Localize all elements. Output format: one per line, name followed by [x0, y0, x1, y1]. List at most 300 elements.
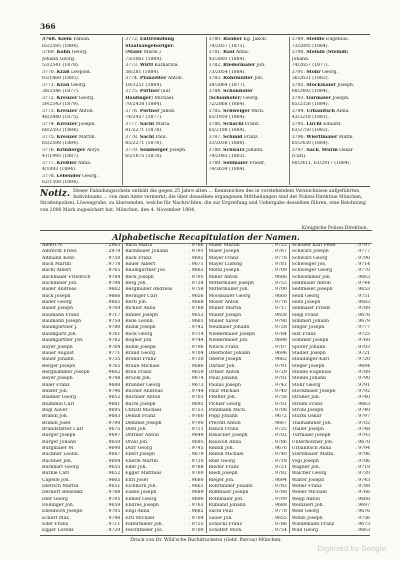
index-name: Brand Georg	[125, 350, 156, 356]
entry-line: 65/2595 (1884).	[42, 43, 80, 49]
index-number: . 9676	[355, 509, 370, 515]
index-number: . 9709	[272, 496, 287, 502]
index-name: Schachl Franz	[208, 522, 242, 528]
index-number: . 9790	[188, 420, 204, 426]
index-number: . 9672	[272, 414, 287, 420]
index-name: Bachmeier Joh.	[42, 281, 78, 287]
index-number: . 9748	[105, 376, 121, 382]
index-name: Strobl Joseph	[291, 407, 324, 413]
index-number: . 9676	[272, 446, 287, 451]
index-number: . 9777	[355, 325, 370, 331]
index-name: Binder Joseph	[125, 312, 158, 318]
index-name: Rothmaier Joh.	[208, 496, 244, 502]
index-number: . 9680	[188, 477, 204, 483]
index-number: . 9663	[355, 401, 370, 407]
entry-line: 43/3218 (1881).	[291, 115, 330, 120]
entry-line: 68/2593 (1884).	[42, 128, 80, 133]
index-name: Brückl Joh.	[125, 376, 152, 382]
index-name: Ehrl Josef	[125, 477, 149, 483]
index-name: Sixt Franz	[291, 331, 316, 337]
index-number: . 9729	[105, 528, 121, 533]
index-number: . 9796	[105, 388, 121, 394]
index-number: . 9697	[355, 503, 370, 509]
index-number: . 9665	[188, 319, 204, 325]
entry-line: 38/281 (1884).	[125, 69, 160, 75]
index-name: Bauer August	[42, 350, 74, 356]
index-number: . 9760	[188, 414, 204, 420]
index-number: . 9649	[188, 433, 204, 439]
index-number: . 9673	[355, 522, 370, 528]
entry-column-1	[40, 37, 123, 185]
index-name: Reiß Georg	[208, 458, 235, 464]
fugitive-list	[40, 37, 372, 185]
index-number: . 9697	[105, 433, 121, 439]
entry-line: 3774. Kreuzer Joseph.	[42, 121, 96, 127]
entry-line: 3790. Steinbl (Steindl)	[291, 50, 349, 55]
index-number: . 9758	[272, 395, 287, 401]
index-name: Steger Joseph	[291, 363, 325, 369]
index-name: Ellmer Georg	[125, 496, 157, 502]
index-number: . 9721	[272, 465, 287, 471]
index-number: . 9788	[188, 465, 204, 471]
index-name: Mayer Ludwig	[208, 262, 243, 268]
index-number: . 9679	[355, 319, 370, 325]
watermark: Digitized by Google	[317, 545, 386, 553]
index-number: . 9782	[272, 471, 287, 477]
index-number: . 9791	[272, 363, 287, 369]
index-name: Bichler Anna	[125, 306, 156, 312]
index-number: . 9795	[105, 496, 121, 502]
index-name: Pfeiffer Joh.	[208, 395, 237, 401]
page-number: 366	[40, 22, 56, 31]
index-number: . 9700	[272, 287, 287, 293]
index-number: . 9753	[272, 281, 287, 287]
index-number: . 9722	[272, 243, 287, 248]
entry-line: 3780. Rauber Kg. Jakob.	[208, 37, 268, 42]
index-name: Capelle Joh.	[42, 477, 71, 483]
index-name: Egger Lorenz	[42, 528, 74, 533]
entry-line: 3779. Semberger Joseph.	[125, 147, 187, 153]
entry-line: 3776. Krinberger Aloys.	[42, 147, 101, 153]
index-number: . 9652	[105, 395, 121, 401]
index-number: . 9683	[105, 414, 121, 420]
index-number: . 9756	[355, 515, 370, 521]
entry-line: 3781. Rasl Anna.	[208, 50, 250, 55]
index-number: . 9704	[105, 306, 121, 312]
index-name: Reindl Joh.	[208, 446, 235, 451]
index-number: . 2963	[105, 243, 121, 248]
alphabetical-index	[40, 243, 372, 533]
index-number: . 9797	[355, 414, 370, 420]
index-name: Deckert Benedikt	[42, 490, 83, 496]
index-number: . 9674	[188, 376, 204, 382]
entry-line: Johann.	[291, 56, 310, 62]
index-number: . 9735	[272, 426, 287, 432]
index-name: Unterholzner Joh.	[291, 439, 334, 445]
index-number: . 9688	[272, 503, 287, 509]
index-number: . 9780	[105, 325, 121, 331]
index-name: Pauli Johann	[208, 376, 238, 382]
entry-line: 65/2358 (1884).	[291, 102, 330, 107]
index-number: . 9778	[272, 255, 287, 261]
index-name: Mayer Franz	[208, 255, 239, 261]
index-name: Beringer Carl	[125, 293, 158, 299]
index-number: . 9765	[105, 363, 121, 369]
index-number: . 9663	[355, 274, 370, 280]
index-name: Bertl Joh.	[125, 300, 148, 306]
entry-line: 3787. Schmid Franz.	[208, 134, 259, 140]
entry-line: 4/1893 (1884).	[42, 167, 77, 172]
index-name: Eberl Joseph	[125, 452, 155, 458]
index-number: . 9686	[272, 274, 287, 280]
index-number: . 9653	[188, 312, 204, 318]
index-name: Breu Franz	[125, 369, 152, 375]
entry-line: 62/1508 (1884).	[42, 180, 80, 185]
index-number: . 9708	[272, 407, 287, 413]
index-name: Mittermüller Joh.	[208, 287, 249, 293]
entry-line: 72/2868 (1884).	[208, 102, 246, 107]
index-number: . 9671	[188, 262, 204, 268]
index-name: Bachl Albert	[42, 268, 72, 274]
index-number: . 9721	[355, 350, 370, 356]
entry-line: 3772. Entfremdung	[125, 37, 175, 42]
index-name: Bader Andreas	[42, 287, 77, 293]
index-name: Buchner Leonh.	[42, 452, 80, 458]
index-number: . 9673	[188, 382, 204, 388]
index-name: Eichhorn Joh.	[125, 484, 157, 490]
index-column-2	[123, 243, 206, 533]
entry-line: 46/2440 (1875).	[42, 115, 80, 120]
index-name: Demmel Joseph	[125, 420, 162, 426]
index-number: . 9793	[355, 433, 370, 439]
index-name: Eder Franz	[42, 522, 69, 528]
index-number: . 9702	[355, 420, 370, 426]
index-name: Baumgartner J.	[42, 325, 78, 331]
index-name: Eberle Martin	[125, 458, 159, 464]
entry-line: 70/2438 (1884).	[125, 102, 163, 107]
index-name: Dietl Joh.	[125, 426, 147, 432]
index-name: Baumann Joseph	[42, 319, 82, 325]
index-name: Niedermeier Joh.	[208, 338, 249, 344]
index-number: . 9705	[105, 509, 121, 515]
entry-line: 53/2541 (1878).	[42, 63, 80, 68]
entry-line: 18/3251 (1884).	[125, 82, 163, 88]
index-number: . 9659	[188, 369, 204, 375]
index-name: Sturm Oskar	[291, 414, 322, 420]
index-number: . 9777	[355, 249, 370, 255]
index-name: Albrecht Fried.	[42, 249, 78, 255]
entry-line: 41/1995 (1887).	[42, 154, 80, 159]
index-name: Bach Martin	[42, 262, 72, 268]
entry-line: 3789. Sellmaier Friedr.	[208, 160, 265, 166]
index-number: . 9786	[272, 522, 287, 528]
index-name: Buchner Joh.	[42, 458, 73, 464]
index-name: Schwarz Joseph	[291, 249, 329, 255]
printer-footer: Druck von Dr. Wild'sche Buchdruckerei (Gebr. Parcus) München.	[130, 538, 282, 543]
entry-line: 3775. Kreuzer Martin.	[42, 134, 97, 140]
index-column-1	[40, 243, 123, 533]
index-number: . 9776	[272, 300, 287, 306]
entry-line: 81/2271 (1878).	[125, 128, 163, 133]
index-name: Blaimer Georg	[42, 395, 77, 401]
index-number: . 9740	[355, 407, 370, 413]
index-number: . 9675	[105, 426, 121, 432]
index-name: Oberhofer Johann	[208, 350, 251, 356]
index-name: Stöhr Georg	[291, 382, 321, 388]
index-number: . 2979	[105, 249, 121, 255]
index-name: Blank Joseph	[125, 325, 156, 331]
index-number: . 9742	[272, 382, 287, 388]
index-name: Schäffer Mich.	[208, 528, 243, 533]
index-name: Mittermaier Joseph	[208, 281, 254, 287]
index-name: Berger Joseph	[42, 363, 76, 369]
index-name: Simmerl Johann	[291, 319, 330, 325]
index-name: Bauer Johann	[42, 357, 74, 363]
entry-line: 3777. Sachl Maria.	[125, 121, 171, 127]
entry-line: 3770. Kräß Leopold.	[42, 69, 92, 75]
entry-line: 74/2457 (1877).	[125, 115, 163, 120]
index-name: Ertl Michael	[125, 515, 155, 521]
entry-column-2	[123, 37, 206, 185]
entry-line: 65/1959 (1884).	[208, 115, 246, 120]
index-name: Bock Georg	[125, 331, 153, 337]
index-number: . 9778	[105, 262, 121, 268]
index-name: Niedermaier Joseph	[208, 331, 256, 337]
index-number: . 9735	[105, 357, 121, 363]
index-name: Weber Michael	[291, 490, 327, 496]
entry-line: 3791. Stöhr Georg.	[291, 69, 338, 75]
index-number: . 9725	[355, 331, 370, 337]
index-name: Beck Joseph	[125, 274, 154, 280]
index-number: . 9660	[355, 496, 370, 502]
index-name: Sedlmaier Anton	[291, 281, 331, 287]
index-number: . 9711	[188, 426, 204, 432]
index-number: . 9728	[272, 325, 287, 331]
index-name: Bauer Albert	[125, 262, 156, 268]
entry-line: 3778. Sachl Paul.	[125, 134, 168, 140]
entry-line: 63/2750 (1882).	[291, 128, 330, 133]
index-name: Burger Joseph	[42, 433, 76, 439]
index-number: . 9662	[105, 369, 121, 375]
entry-line: 65/2598 (1884).	[42, 141, 80, 146]
index-name: Nitsch Franz	[208, 344, 239, 350]
entry-line: 33/2038 (1880).	[208, 141, 246, 146]
index-name: Buchner Anton	[125, 395, 161, 401]
index-name: Ortner Anton	[208, 369, 240, 375]
index-name: Baumgärtner Joh.	[42, 338, 84, 344]
index-number: . 9750	[105, 255, 121, 261]
index-number: . 9703	[188, 395, 204, 401]
index-name: Dürr Georg	[125, 446, 153, 451]
index-name: Feichtmeier Jos.	[125, 528, 164, 533]
entry-line: 65/1868 (1885).	[42, 76, 80, 81]
entry-line: 74/2057 (1871).	[208, 43, 246, 49]
index-name: Deindl Franz	[125, 414, 156, 420]
index-name: Spörer Johann	[291, 344, 326, 350]
index-number: . 9703	[355, 344, 370, 350]
index-name: Dietrich Martin	[42, 484, 79, 490]
index-name: Merkl Joseph	[208, 268, 240, 274]
index-name: Müller Xaver	[208, 319, 239, 325]
index-number: . 9784	[272, 331, 287, 337]
index-number: . 9792	[355, 388, 370, 394]
index-number: . 9796	[188, 344, 204, 350]
entry-line: 68/2493 (1884).	[291, 89, 330, 94]
index-number: . 9720	[355, 357, 370, 363]
index-number: . 9720	[355, 471, 370, 477]
index-name: Weber Franz	[291, 484, 322, 490]
index-name: Siegl Franz	[291, 312, 319, 318]
entry-line: 3771. Kran Georg.	[42, 82, 87, 88]
index-number: . 9791	[355, 382, 370, 388]
index-number: . 9788	[272, 490, 287, 496]
index-name: Popp Johann	[208, 414, 238, 420]
index-number: . 9679	[188, 452, 204, 458]
index-name: Sommer Joseph	[291, 338, 329, 344]
index-name: Wild Georg	[291, 528, 319, 533]
index-number: . 9745	[188, 446, 204, 451]
alphabetical-index-title: Alphabetische Recapitulation der Namen.	[40, 230, 372, 244]
index-number: . 9701	[272, 376, 287, 382]
index-name: Schwemmer Joh.	[291, 274, 332, 280]
index-number: . 9740	[272, 452, 287, 458]
index-name: Bogner Joh.	[125, 338, 153, 344]
entry-line: 3795. Lirchl Eduard.	[291, 121, 342, 127]
index-name: Bayer Joseph	[42, 344, 73, 350]
index-row	[125, 528, 203, 533]
entry-line: 3792. Stockmaier Joseph.	[291, 82, 355, 88]
index-number: . 9685	[188, 439, 204, 445]
index-name: Eckert Max	[42, 515, 69, 521]
entry-line: 74/2657 (1877).	[291, 63, 330, 68]
index-number: . 9694	[272, 477, 287, 483]
index-name: Riedl Joseph	[208, 471, 238, 477]
index-name: Ebenhöch Joseph	[42, 509, 83, 515]
index-name: Paur Michael	[208, 388, 240, 394]
entry-line: 38/3064 (1877).	[208, 82, 246, 88]
index-number: . 9692	[188, 401, 204, 407]
index-number: . 9670	[355, 439, 370, 445]
index-name: Eisele Joseph	[125, 490, 157, 496]
index-number: . 9702	[272, 433, 287, 439]
index-name: Müller Martin	[208, 306, 242, 312]
index-name: Wenzl Joseph	[291, 515, 323, 521]
index-name: Steinbl Johann	[291, 376, 326, 382]
index-number: . 9744	[188, 338, 204, 344]
index-number: . 9740	[105, 515, 121, 521]
index-name: Baumgärtner Jos.	[125, 268, 167, 274]
index-name: Walcher Georg	[291, 471, 327, 477]
index-number: . 9783	[272, 484, 287, 490]
index-name: Miller Anton	[208, 274, 238, 280]
index-name: Büchl Joseph	[125, 401, 156, 407]
index-column-4	[290, 243, 372, 533]
index-name: Rauwolf Anna	[208, 439, 242, 445]
index-row	[292, 528, 370, 533]
index-name: Weiß Georg	[291, 509, 320, 515]
entry-line: 3793. Gurmaier Joseph.	[291, 95, 350, 101]
index-name: Weinzierl Joh.	[291, 503, 325, 509]
notice-heading: Notiz.	[40, 189, 71, 199]
index-number: . 9655	[272, 515, 287, 521]
index-number: . 9650	[105, 439, 121, 445]
index-number: . 9786	[272, 439, 287, 445]
index-number: . 9751	[355, 293, 370, 299]
index-number: . 9676	[355, 312, 370, 318]
index-number: . 9665	[105, 300, 121, 306]
index-number: . 9714	[355, 262, 370, 268]
index-name: Brandl Josef	[42, 420, 71, 426]
index-name: Ruhland Johann	[208, 503, 246, 509]
index-name: Albert N.	[42, 243, 64, 248]
index-number: . 9760	[355, 338, 370, 344]
index-number: . 9707	[272, 344, 287, 350]
index-number: . 9684	[105, 458, 121, 464]
index-number: . 9666	[105, 293, 121, 299]
index-name: Stadler Joseph	[291, 350, 326, 356]
index-number: . 9680	[105, 382, 121, 388]
index-name: Eder Joh.	[125, 465, 147, 471]
index-name: Burkhart Georg	[42, 465, 79, 471]
entry-column-4	[290, 37, 372, 185]
index-name: Straßer Joh.	[291, 395, 321, 401]
index-name: Bergmüller Andreas	[125, 287, 173, 293]
index-name: Bäck Franz	[125, 255, 152, 261]
index-name: Sauer Joh.	[208, 515, 233, 521]
index-name: Seitz Joseph	[291, 300, 321, 306]
index-number: . 9711	[105, 522, 121, 528]
index-number: . 9766	[188, 243, 204, 248]
index-number: . 9683	[355, 300, 370, 306]
index-number: . 9729	[272, 369, 287, 375]
index-number: . 9658	[272, 312, 287, 318]
index-number: . 9789	[355, 306, 370, 312]
entry-line: 3794. Urbanitsch Anna.	[291, 108, 350, 114]
index-name: Moser Anton	[208, 300, 239, 306]
index-name: Burger Johann	[42, 439, 77, 445]
index-number: . 9730	[188, 357, 204, 363]
index-number: . 9700	[188, 528, 204, 533]
index-name: Bachmaier Johann	[125, 249, 169, 255]
index-number: . 9789	[355, 369, 370, 375]
entry-line: 3788. Schwarz Johann.	[208, 147, 264, 153]
index-name: Biller Franz	[42, 382, 70, 388]
index-number: . 9686	[188, 363, 204, 369]
index-name: Rieder Franz	[208, 465, 239, 471]
entry-line: 73/3061 (1884).	[125, 56, 163, 62]
entry-line: 3778. Lebender Georg.	[42, 173, 99, 179]
index-number: . 9662	[272, 357, 287, 363]
index-name: Schöber Karl Peter	[291, 243, 337, 248]
index-number: . 9753	[188, 407, 204, 413]
entry-line: (Schönhofer) Georg.	[208, 95, 259, 101]
index-number: . 9662	[188, 268, 204, 274]
entry-line: 3797. Sach, Sturm Oskar	[291, 147, 354, 153]
entry-line: Haufinger) Michael.	[125, 95, 175, 101]
index-row	[209, 528, 287, 533]
index-name: Müller Joseph	[208, 312, 242, 318]
top-rule	[40, 34, 370, 35]
index-number: . 9764	[105, 344, 121, 350]
entry-line: 3776. Portner Jakob.	[125, 108, 176, 114]
index-number: . 9720	[188, 458, 204, 464]
index-name: Dorfner Anton	[125, 433, 159, 439]
index-number: . 9698	[272, 338, 287, 344]
index-number: . 9765	[105, 268, 121, 274]
index-number: . 9791	[188, 249, 204, 255]
index-number: . 9782	[105, 338, 121, 344]
index-name: Streibl Franz	[291, 401, 323, 407]
